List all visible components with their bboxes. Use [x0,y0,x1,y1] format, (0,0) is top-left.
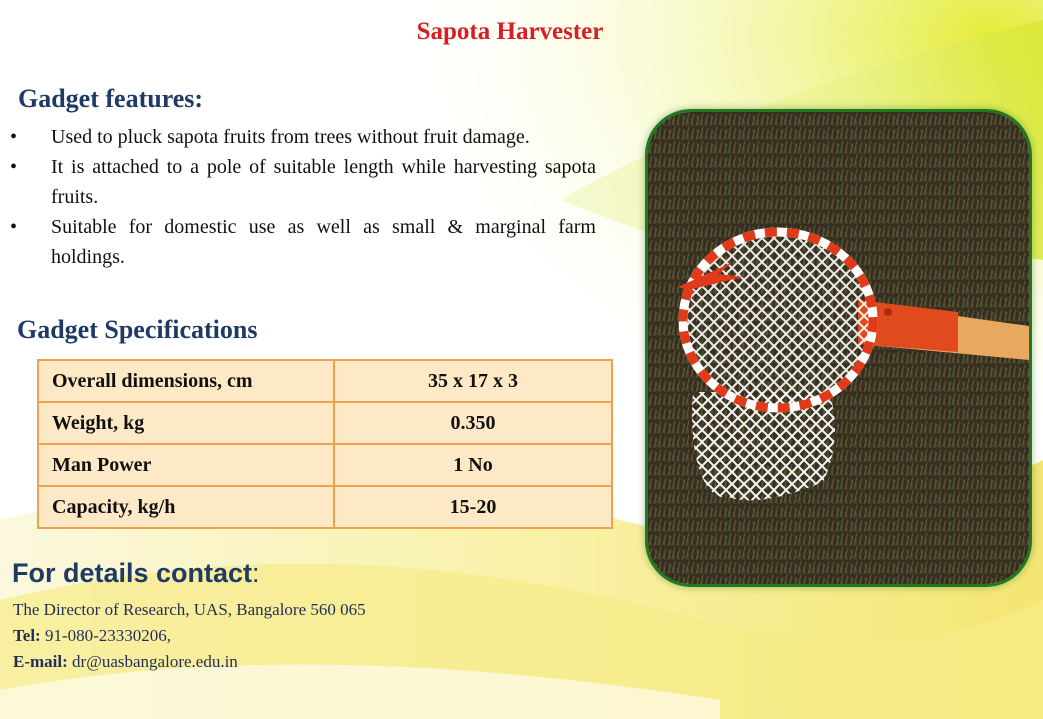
specifications-heading: Gadget Specifications [17,315,258,344]
contact-address: The Director of Research, UAS, Bangalore 560 065 [13,600,366,619]
feature-text: Suitable for domestic use as well as small & marginal farm holdings. [51,216,596,268]
tel-value[interactable]: 91-080-23330206, [40,626,172,645]
page-title: Sapota Harvester [416,18,604,45]
email-link[interactable]: dr@uasbangalore.edu.in [67,652,238,671]
features-heading: Gadget features: [18,84,204,113]
table-row [38,486,612,528]
list-item [8,122,596,152]
spec-label: Capacity, kg/h [38,486,334,528]
list-item [8,212,596,272]
spec-label: Man Power [38,444,334,486]
features-list [8,122,596,272]
table-row [38,444,612,486]
contact-tel [13,623,366,649]
spec-value: 35 x 17 x 3 [334,360,612,402]
contact-email [13,649,366,675]
bullet-icon: • [10,126,18,148]
specifications-table [37,359,613,529]
tel-label: Tel: [13,626,41,645]
spec-label: Weight, kg [38,402,334,444]
feature-text: It is attached to a pole of suitable length while harvesting sapota fruits. [51,156,596,208]
email-label: E-mail: [13,652,68,671]
spec-label: Overall dimensions, cm [38,360,334,402]
feature-text: Used to pluck sapota fruits from trees without fruit damage. [51,126,530,148]
bullet-icon: • [10,216,18,238]
harvester-illustration [648,112,1029,584]
spec-value: 1 No [334,444,612,486]
spec-value: 15-20 [334,486,612,528]
contact-details [13,597,366,675]
table-row [38,360,612,402]
contact-heading-text: For details contact [12,558,253,588]
contact-heading [12,558,260,589]
product-photo [645,109,1032,587]
table-row [38,402,612,444]
spec-value: 0.350 [334,402,612,444]
list-item [8,152,596,212]
contact-heading-colon: : [252,558,260,588]
bullet-icon: • [10,156,18,178]
